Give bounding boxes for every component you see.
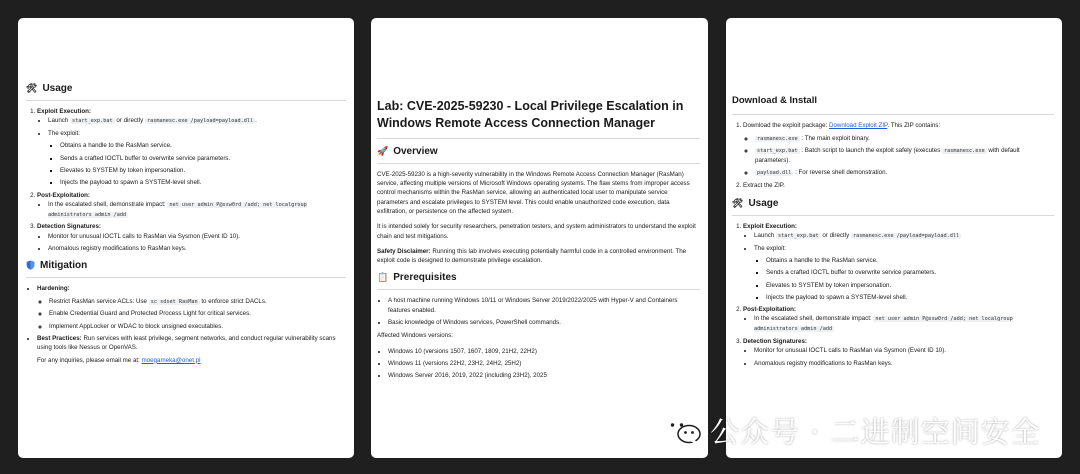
list-item: ▪ Obtains a handle to the RasMan service. (766, 256, 1054, 265)
list-item: • Windows 10 (versions 1507, 1607, 1809, 21H2, 22H2) (388, 347, 700, 356)
list-item: ◦ payload.dll : For reverse shell demonstration. (755, 168, 1054, 178)
divider (732, 215, 1054, 216)
code-snippet: sc sdset RasMan (150, 298, 198, 305)
rocket-icon: 🚀 (377, 145, 389, 156)
list-item: • The exploit: ▪ Obtains a handle to the RasMan service. ▪ Sends a crafted IOCTL buffer to overwrite service parameters. ▪ Elevates to SYSTEM by token impersonation. ▪ Injects the payload to spawn a SYSTEM-level shell. (48, 129, 346, 187)
list-item: ▪ Sends a crafted IOCTL buffer to overwrite service parameters. (60, 154, 346, 163)
mitigation-heading: Mitigation (26, 259, 346, 272)
usage-list (732, 222, 1054, 368)
prerequisites-heading: 📋 Prerequisites (377, 272, 457, 284)
list-item: 2. Post-Exploitation: • In the escalated shell, demonstrate impact: net user admin P@ssw0rd /add; net localgroup administrators admin /add (37, 191, 346, 220)
watermark-text: 公众号 · 二进制空间安全 (710, 414, 1041, 449)
list-item: • Anomalous registry modifications to RasMan keys. (754, 359, 1054, 368)
list-item: ▪ Injects the payload to spawn a SYSTEM-level shell. (766, 293, 1054, 302)
code-snippet: start_exp.bat (757, 148, 798, 155)
code-snippet: net user admin P@ssw0rd /add; net localgroup administrators admin /add (754, 316, 1013, 333)
watermark (662, 410, 1041, 450)
list-item: • Anomalous registry modifications to RasMan keys. (48, 244, 346, 253)
code-snippet: payload.dll (757, 170, 792, 177)
inquiry-text: For any inquiries, please email me at: moegameka@onet.pl (37, 356, 201, 364)
list-item: ◦ Enable Credential Guard and Protected Process Light for critical services. (49, 309, 346, 318)
code-snippet: rasmanesc.exe /payload=payload.dll (146, 118, 254, 125)
list-item: 2. Extract the ZIP. (743, 181, 1054, 190)
overview-paragraph: CVE-2025-59230 is a high-severity vulnerability in the Windows Remote Access Connection Manager (RasMan) service, affecting multiple versions of Microsoft Windows operating systems. The flaw stems from improper access control mechanisms within the RasMan service, allowing an authenticated local user to manipulate service parameters and escalate privileges to SYSTEM level. This could enable unauthorized code execution, data exfiltration, or persistence on the affected system. (377, 170, 690, 215)
list-item: • Windows Server 2016, 2019, 2022 (including 23H2), 2025 (388, 371, 700, 380)
usage-heading: 🛠 Usage (732, 197, 779, 209)
code-snippet: start_exp.bat (778, 232, 819, 239)
divider (26, 277, 346, 278)
divider (26, 100, 346, 101)
list-item: • A host machine running Windows 10/11 or Windows Server 2019/2022/2025 with Hyper-V and Containers features enabled. (388, 296, 700, 315)
list-item: • Hardening: ◦ Restrict RasMan service ACLs: Use sc sdset RasMan to enforce strict DACLs. ◦ Enable Credential Guard and Protected Process Light for critical services. ◦ Implement AppLocker or WDAC to block unsigned executables. (37, 284, 346, 331)
code-snippet: rasmanesc.exe (944, 148, 985, 155)
list-item: ◦ start_exp.bat : Batch script to launch the exploit safely (executes rasmanesc.exe with default parameters). (755, 146, 1054, 165)
list-item: • Launch start_exp.bat or directly rasmanesc.exe /payload=payload.dll . (48, 116, 346, 126)
list-item: • In the escalated shell, demonstrate impact: net user admin P@ssw0rd /add; net localgroup administrators admin /add (754, 314, 1054, 334)
list-item: • In the escalated shell, demonstrate impact: net user admin P@ssw0rd /add; net localgroup administrators admin /add (48, 200, 346, 220)
overview-panel (371, 18, 708, 458)
mitigation-list (26, 284, 346, 352)
list-item: ◦ Implement AppLocker or WDAC to block unsigned executables. (49, 322, 346, 331)
code-snippet: rasmanesc.exe (757, 135, 798, 142)
clipboard-icon: 📋 (377, 272, 389, 283)
list-item: • Windows 11 (versions 22H2, 23H2, 24H2, 25H2) (388, 359, 700, 368)
wechat-icon (662, 414, 702, 446)
safety-disclaimer: Safety Disclaimer: Running this lab involves executing potentially harmful code in a controlled environment. The exploit code is designed to demonstrate privilege escalation. (377, 247, 687, 265)
list-item: 1. Download the exploit package: Download Exploit ZIP. This ZIP contains: ◦ rasmanesc.exe : The main exploit binary. ◦ start_exp.bat : Batch script to launch the exploit safely (executes rasmanesc.exe with default parameters). ◦ payload.dll : For reverse shell demonstration. (743, 121, 1054, 178)
list-item: ◦ Restrict RasMan service ACLs: Use sc sdset RasMan to enforce strict DACLs. (49, 297, 346, 307)
list-item: ▪ Obtains a handle to the RasMan service. (60, 141, 346, 150)
download-list (732, 121, 1054, 190)
list-item: ▪ Injects the payload to spawn a SYSTEM-level shell. (60, 178, 346, 187)
code-snippet: rasmanesc.exe /payload=payload.dll (852, 232, 960, 239)
list-item: • Basic knowledge of Windows services, PowerShell commands. (388, 318, 700, 327)
list-item: 2. Post-Exploitation: • In the escalated shell, demonstrate impact: net user admin P@ssw0rd /add; net localgroup administrators admin /add (743, 305, 1054, 334)
code-snippet: net user admin P@ssw0rd /add; net localgroup administrators admin /add (48, 201, 307, 218)
divider (377, 138, 700, 139)
list-item: • Monitor for unusual IOCTL calls to RasMan via Sysmon (Event ID 10). (754, 346, 1054, 355)
prerequisites-list (377, 296, 700, 327)
email-link[interactable]: moegameka@onet.pl (141, 356, 201, 364)
code-snippet: start_exp.bat (72, 118, 113, 125)
download-exploit-link[interactable]: Download Exploit ZIP (829, 122, 888, 130)
list-item: ◦ rasmanesc.exe : The main exploit binary. (755, 134, 1054, 144)
list-item: 1. Exploit Execution: • Launch start_exp.bat or directly rasmanesc.exe /payload=payload.dll . • The exploit: ▪ Obtains a handle to the RasMan service. ▪ Sends a crafted IOCTL buffer to overwrite service parameters. ▪ Elevates to SYSTEM by token impersonation. ▪ Injects the payload to spawn a SYSTEM-level shell. (37, 107, 346, 188)
list-item: • Best Practices: Run services with least privilege, segment networks, and conduct regular vulnerability scans using tools like Nessus or OpenVAS. (37, 334, 346, 353)
overview-paragraph: It is intended solely for security researchers, penetration testers, and system administrators to understand the exploit chain and test mitigations. (377, 223, 696, 240)
list-item: ▪ Sends a crafted IOCTL buffer to overwrite service parameters. (766, 268, 1054, 277)
list-item: • Monitor for unusual IOCTL calls to RasMan via Sysmon (Event ID 10). (48, 232, 346, 241)
list-item: ▪ Elevates to SYSTEM by token impersonation. (766, 281, 1054, 290)
affected-label: Affected Windows versions: (377, 332, 453, 340)
usage-mitigation-panel (18, 18, 354, 458)
list-item: ▪ Elevates to SYSTEM by token impersonation. (60, 166, 346, 175)
divider (377, 289, 700, 290)
usage-heading: 🛠 Usage (26, 83, 73, 94)
hammer-wrench-icon: 🛠 (26, 83, 38, 93)
usage-list (26, 107, 346, 253)
hammer-wrench-icon: 🛠 (732, 197, 744, 208)
divider (732, 114, 1054, 115)
list-item: • Launch start_exp.bat or directly rasmanesc.exe /payload=payload.dll (754, 231, 1054, 241)
list-item: 3. Detection Signatures: • Monitor for unusual IOCTL calls to RasMan via Sysmon (Event ID 10). • Anomalous registry modifications to RasMan keys. (743, 337, 1054, 368)
list-item: • The exploit: ▪ Obtains a handle to the RasMan service. ▪ Sends a crafted IOCTL buffer to overwrite service parameters. ▪ Elevates to SYSTEM by token impersonation. ▪ Injects the payload to spawn a SYSTEM-level shell. (754, 244, 1054, 302)
list-item: 1. Exploit Execution: • Launch start_exp.bat or directly rasmanesc.exe /payload=payload.dll • The exploit: ▪ Obtains a handle to the RasMan service. ▪ Sends a crafted IOCTL buffer to overwrite service parameters. ▪ Elevates to SYSTEM by token impersonation. ▪ Injects the payload to spawn a SYSTEM-level shell. (743, 222, 1054, 303)
shield-icon (26, 260, 35, 272)
affected-list (377, 347, 700, 381)
list-item: 3. Detection Signatures: • Monitor for unusual IOCTL calls to RasMan via Sysmon (Event ID 10). • Anomalous registry modifications to RasMan keys. (37, 222, 346, 253)
download-usage-panel (726, 18, 1062, 458)
page-title: Lab: CVE-2025-59230 - Local Privilege Escalation in Windows Remote Access Connection Manager (377, 99, 684, 130)
overview-heading: 🚀 Overview (377, 145, 438, 157)
divider (377, 163, 700, 164)
download-heading: Download & Install (732, 95, 817, 106)
